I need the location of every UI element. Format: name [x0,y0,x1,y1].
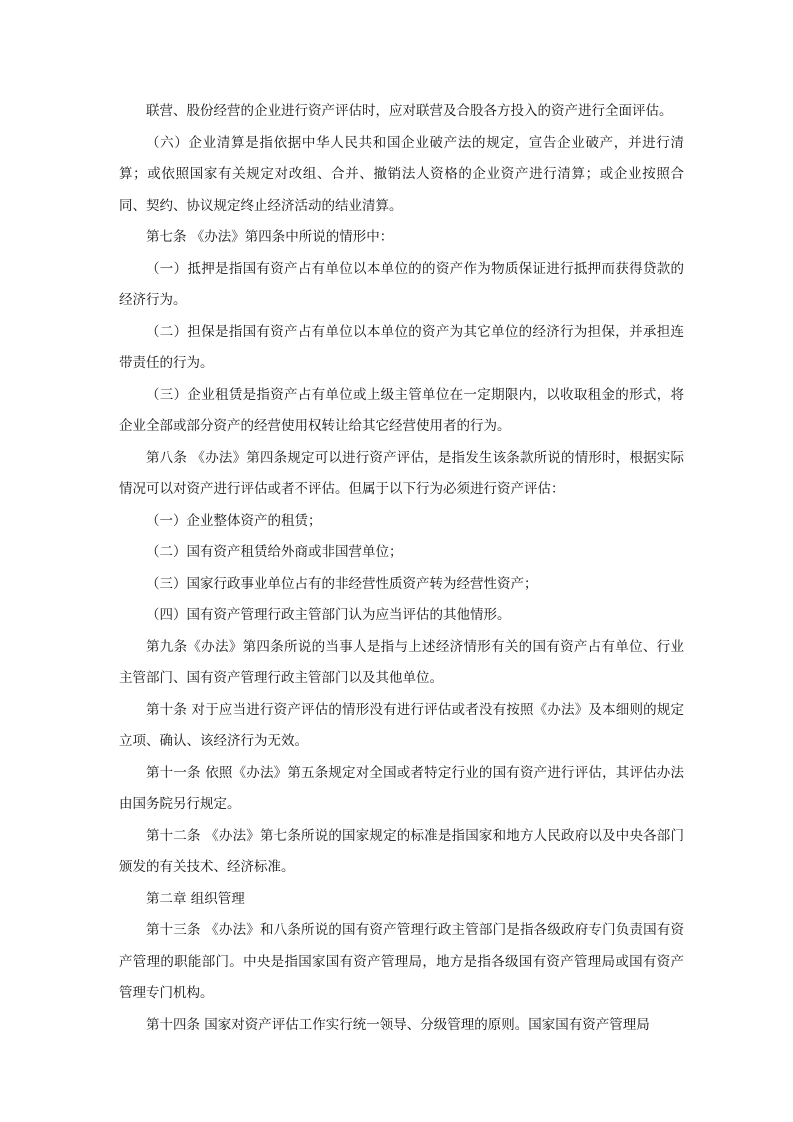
list-item-1: （一）企业整体资产的租赁； [146,512,322,529]
paragraph-2: （六）企业清算是指依据中华人民共和国企业破产法的规定，宣告企业破产，并进行清算；或依照国家有关规定对改组、合并、撤销法人资格的企业资产进行清算；或企业按照合同、契约、协议规定终止经济活动的结业清算。 [119,134,684,214]
article-9: 第九条《办法》第四条所说的当事人是指与上述经济情形有关的国有资产占有单位、行业主管部门、国有资产管理行政主管部门以及其他单位。 [119,638,684,686]
paragraph-6: （三）企业租赁是指资产占有单位或上级主管单位在一定期限内，以收取租金的形式，将企业全部或部分资产的经营使用权转让给其它经营使用者的行为。 [119,386,684,434]
article-11: 第十一条 依照《办法》第五条规定对全国或者特定行业的国有资产进行评估，其评估办法由国务院另行规定。 [119,764,684,812]
paragraph-1: 联营、股份经营的企业进行资产评估时，应对联营及合股各方投入的资产进行全面评估。 [146,103,673,119]
paragraph-5: （二）担保是指国有资产占有单位以本单位的资产为其它单位的经济行为担保，并承担连带责任的行为。 [119,323,684,371]
document-body [119,96,684,1041]
article-8: 第八条 《办法》第四条规定可以进行资产评估，是指发生该条款所说的情形时，根据实际情况可以对资产进行评估或者不评估。但属于以下行为必须进行资产评估： [119,449,684,497]
article-12: 第十二条 《办法》第七条所说的国家规定的标准是指国家和地方人民政府以及中央各部门颁发的有关技术、经济标准。 [119,827,684,875]
article-13: 第十三条 《办法》和八条所说的国有资产管理行政主管部门是指各级政府专门负责国有资产管理的职能部门。中央是指国家国有资产管理局，地方是指各级国有资产管理局或国有资产管理专门机构。 [119,922,684,1001]
paragraph-4: （一）抵押是指国有资产占有单位以本单位的的资产作为物质保证进行抵押而获得贷款的经济行为。 [119,260,684,308]
chapter-2-heading: 第二章 组织管理 [146,890,245,907]
article-7-heading: 第七条 《办法》第四条中所说的情形中： [146,229,394,245]
article-14: 第十四条 国家对资产评估工作实行统一领导、分级管理的原则。国家国有资产管理局 [146,1016,650,1033]
list-item-2: （二）国有资产租赁给外商或非国营单位； [146,544,403,560]
list-item-4: （四）国有资产管理行政主管部门认为应当评估的其他情形。 [146,607,511,623]
list-item-3: （三）国家行政事业单位占有的非经营性质资产转为经营性资产； [146,575,538,592]
article-10: 第十条 对于应当进行资产评估的情形没有进行评估或者没有按照《办法》及本细则的规定立项、确认、该经济行为无效。 [119,701,684,749]
